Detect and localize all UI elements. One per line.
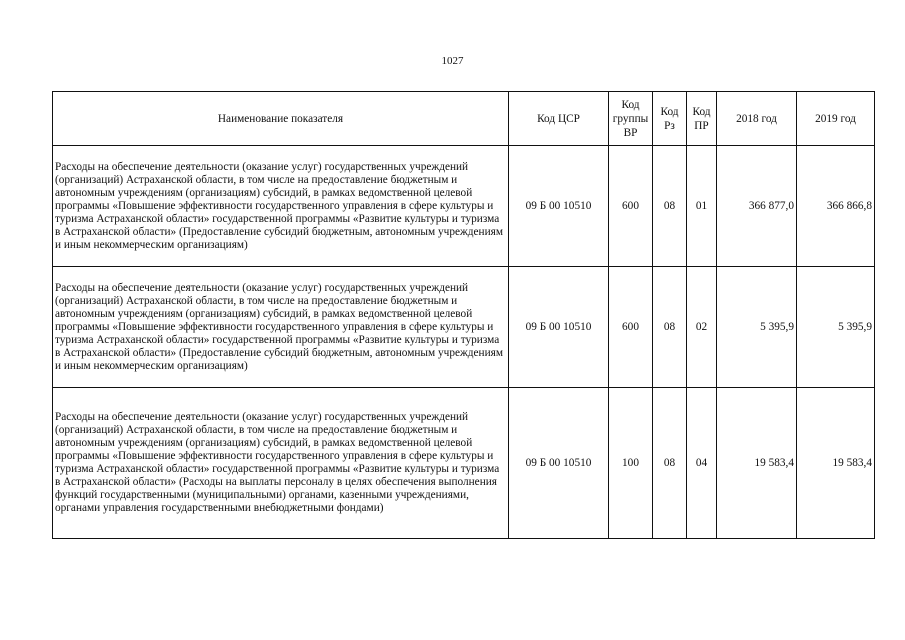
table-header-row (53, 92, 875, 146)
row-name: Расходы на обеспечение деятельности (оказание услуг) государственных учреждений (организаций) Астраханской области, в том числе на предоставление бюджетным и автономным учреждениям (организациям) субсидий, в рамках ведомственной целевой программы «Повышение эффективности государственного управления в сфере культуры и туризма Астраханской области» государственной программы «Развитие культуры и туризма в Астраханской области» (Предоставление субсидий бюджетным, автономным учреждениям и иным некоммерческим организациям) (53, 146, 509, 267)
row-rz: 08 (653, 388, 687, 539)
header-2019: 2019 год (797, 92, 875, 146)
row-2019: 366 866,8 (797, 146, 875, 267)
row-2019: 19 583,4 (797, 388, 875, 539)
row-csr: 09 Б 00 10510 (509, 388, 609, 539)
budget-table (52, 91, 875, 539)
header-csr: Код ЦСР (509, 92, 609, 146)
row-rz: 08 (653, 267, 687, 388)
page-number: 1027 (441, 55, 464, 67)
row-2018: 5 395,9 (717, 267, 797, 388)
header-2018: 2018 год (717, 92, 797, 146)
header-rz: Код Рз (653, 92, 687, 146)
row-vr: 100 (609, 388, 653, 539)
table-row (53, 146, 875, 267)
row-pr: 02 (687, 267, 717, 388)
row-name: Расходы на обеспечение деятельности (оказание услуг) государственных учреждений (организаций) Астраханской области, в том числе на предоставление бюджетным и автономным учреждениям (организациям) субсидий, в рамках ведомственной целевой программы «Повышение эффективности государственного управления в сфере культуры и туризма Астраханской области» государственной программы «Развитие культуры и туризма в Астраханской области» (Предоставление субсидий бюджетным, автономным учреждениям и иным некоммерческим организациям) (53, 267, 509, 388)
row-name: Расходы на обеспечение деятельности (оказание услуг) государственных учреждений (организаций) Астраханской области, в том числе на предоставление бюджетным и автономным учреждениям (организациям) субсидий, в рамках ведомственной целевой программы «Повышение эффективности государственного управления в сфере культуры и туризма Астраханской области» государственной программы «Развитие культуры и туризма в Астраханской области» (Расходы на выплаты персоналу в целях обеспечения выполнения функций государственными (муниципальными) органами, казенными учреждениями, органами управления государственными внебюджетными фондами) (53, 388, 509, 539)
table-row (53, 388, 875, 539)
header-name: Наименование показателя (53, 92, 509, 146)
row-vr: 600 (609, 146, 653, 267)
row-2018: 19 583,4 (717, 388, 797, 539)
header-pr: Код ПР (687, 92, 717, 146)
table-row (53, 267, 875, 388)
row-2018: 366 877,0 (717, 146, 797, 267)
row-csr: 09 Б 00 10510 (509, 267, 609, 388)
row-pr: 04 (687, 388, 717, 539)
row-vr: 600 (609, 267, 653, 388)
row-2019: 5 395,9 (797, 267, 875, 388)
row-rz: 08 (653, 146, 687, 267)
row-csr: 09 Б 00 10510 (509, 146, 609, 267)
row-pr: 01 (687, 146, 717, 267)
header-vr: Код группы ВР (609, 92, 653, 146)
